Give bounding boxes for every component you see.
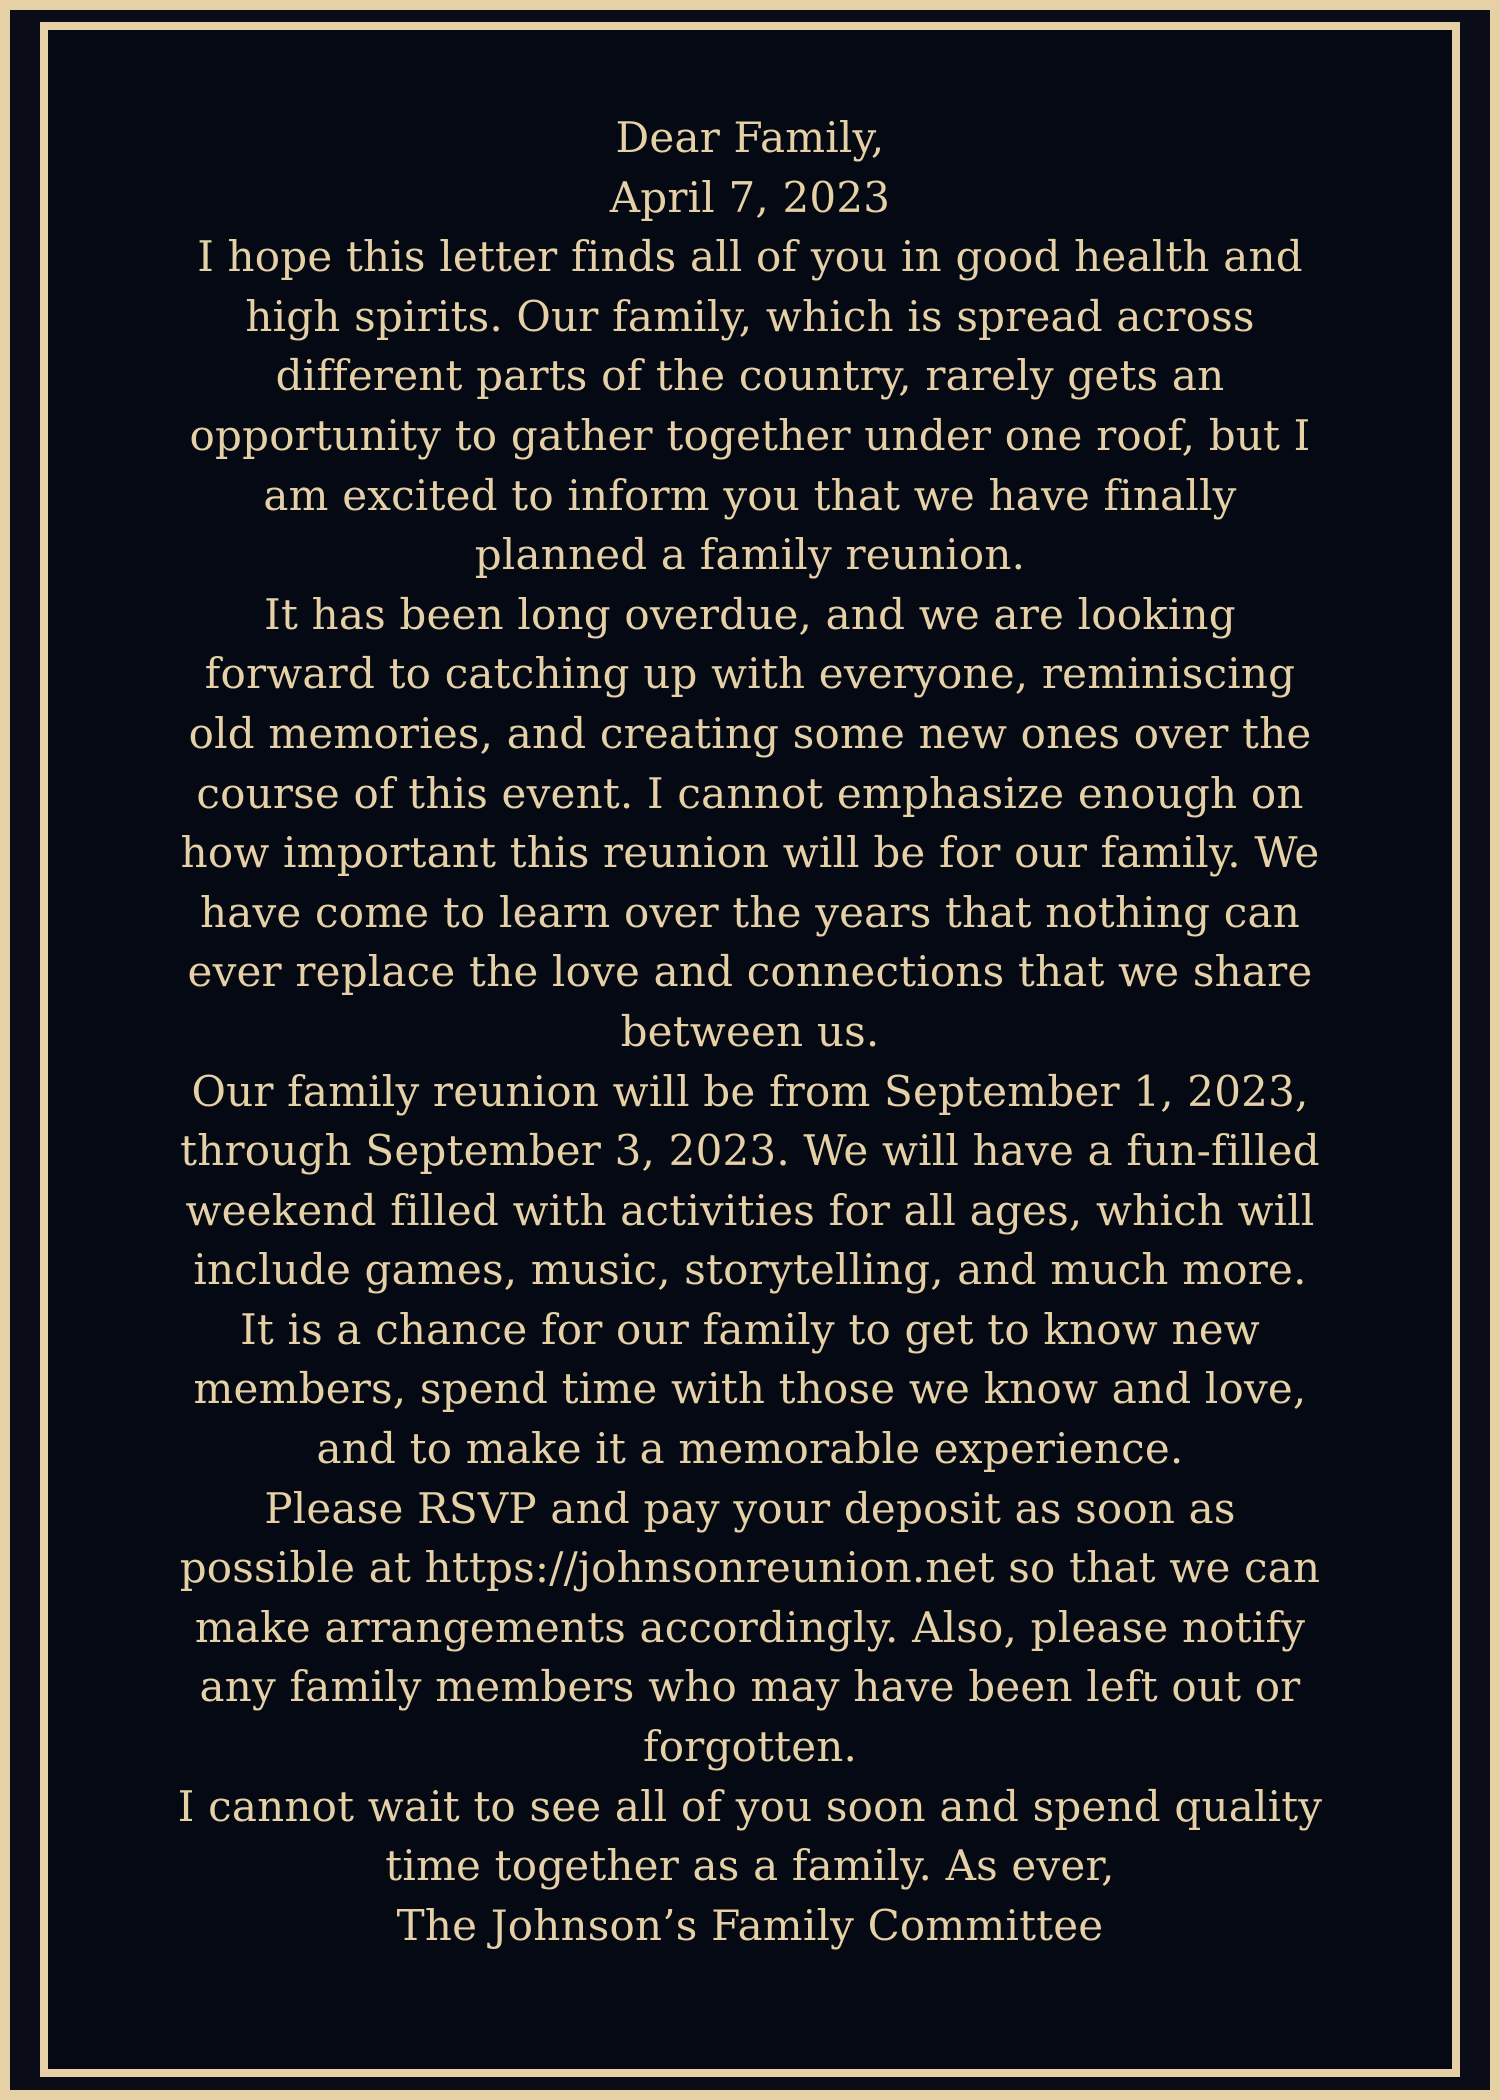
letter-date: April 7, 2023 [609, 172, 891, 222]
paragraph-importance: It has been long overdue, and we are looking forward to catching up with everyone, reminiscing old memories, and creating some new ones over the course of this event. I cannot emphasize enough on how important this reunion will be for our family. We have come to learn over the years that nothing can ever replace the love and connections that we share between us. [180, 589, 1320, 1056]
paragraph-closing: I cannot wait to see all of you soon and spend quality time together as a family. As ever, [177, 1781, 1323, 1891]
paragraph-dates: Our family reunion will be from September 1, 2023, through September 3, 2023. We will have a fun-filled weekend filled with activities for all ages, which will include games, music, storytelling, and much more. It is a chance for our family to get to know new members, spend time with those we know and love, and to make it a memorable experience. [180, 1066, 1320, 1474]
paragraph-rsvp: Please RSVP and pay your deposit as soon as possible at https://johnsonreunion.net so that we can make arrangements accordingly. Also, please notify any family members who may have been left out or forgotten. [179, 1483, 1321, 1772]
letter-body [175, 108, 1325, 1955]
signature: The Johnson’s Family Committee [396, 1900, 1104, 1950]
greeting: Dear Family, [615, 113, 885, 162]
paragraph-intro: I hope this letter finds all of you in good health and high spirits. Our family, which is spread across different parts of the country, rarely gets an opportunity to gather together under one roof, but I am excited to inform you that we have finally planned a family reunion. [189, 232, 1311, 580]
